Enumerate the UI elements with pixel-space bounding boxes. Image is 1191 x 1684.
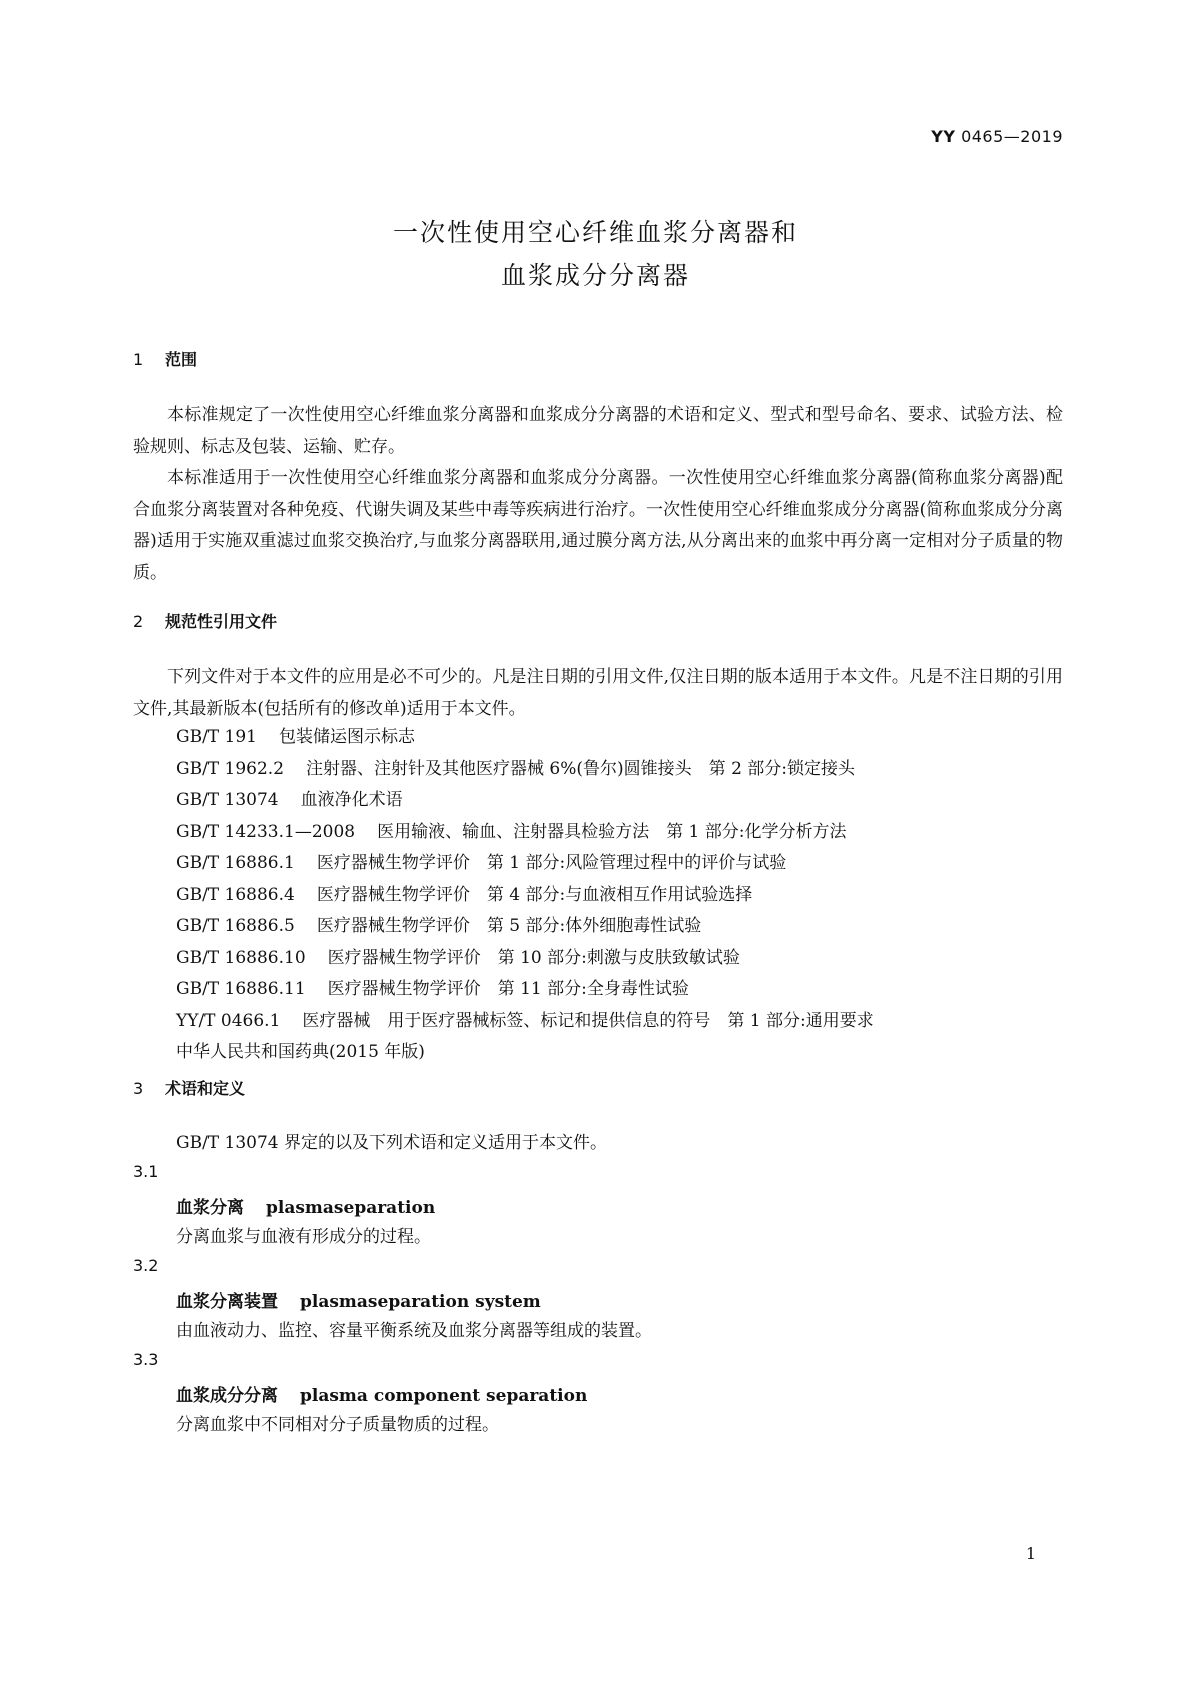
reference-list <box>176 722 874 1069</box>
reference-item <box>176 1006 874 1038</box>
reference-title: 中华人民共和国药典(2015 年版) <box>176 1042 425 1062</box>
reference-item <box>176 1037 874 1069</box>
term-zh: 血浆分离 <box>176 1198 244 1218</box>
reference-code: GB/T 16886.1 <box>176 853 295 873</box>
reference-title: 医疗器械生物学评价 第 4 部分:与血液相互作用试验选择 <box>316 884 753 905</box>
term-definition: 分离血浆与血液有形成分的过程。 <box>176 1227 431 1247</box>
section-1-heading <box>133 347 197 370</box>
section-1-body <box>133 400 1063 589</box>
code-prefix: YY <box>931 127 956 146</box>
section-number: 1 <box>133 350 144 369</box>
reference-item <box>176 943 874 975</box>
term-name <box>176 1193 435 1218</box>
term-en: plasmaseparation system <box>300 1292 541 1312</box>
paragraph: 下列文件对于本文件的应用是必不可少的。凡是注日期的引用文件,仅注日期的版本适用于本文件。凡是不注日期的引用文件,其最新版本(包括所有的修改单)适用于本文件。 <box>133 667 1063 719</box>
paragraph: 本标准规定了一次性使用空心纤维血浆分离器和血浆成分分离器的术语和定义、型式和型号命名、要求、试验方法、检验规则、标志及包装、运输、贮存。 <box>133 405 1063 457</box>
reference-item <box>176 722 874 754</box>
code-number: 0465—2019 <box>961 127 1063 146</box>
reference-code: GB/T 16886.5 <box>176 916 295 936</box>
reference-title: 医用输液、输血、注射器具检验方法 第 1 部分:化学分析方法 <box>377 821 847 842</box>
term-en: plasmaseparation <box>266 1198 436 1218</box>
term-number: 3.3 <box>133 1350 159 1369</box>
reference-title: 医疗器械生物学评价 第 1 部分:风险管理过程中的评价与试验 <box>316 853 787 873</box>
reference-code: GB/T 16886.4 <box>176 884 295 905</box>
reference-code: GB/T 14233.1—2008 <box>176 821 356 842</box>
term-zh: 血浆成分分离 <box>176 1386 278 1406</box>
section-2-intro <box>133 662 1063 725</box>
section-2-heading <box>133 609 277 632</box>
reference-title: 医疗器械生物学评价 第 10 部分:刺激与皮肤致敏试验 <box>327 947 740 968</box>
reference-code: GB/T 16886.11 <box>176 979 306 999</box>
standard-code <box>931 127 1063 146</box>
reference-title: 医疗器械 用于医疗器械标签、标记和提供信息的符号 第 1 部分:通用要求 <box>302 1010 874 1031</box>
term-en: plasma component separation <box>300 1386 588 1406</box>
reference-item <box>176 754 874 786</box>
reference-title: 包装储运图示标志 <box>279 727 415 747</box>
term-name <box>176 1381 587 1406</box>
reference-item <box>176 974 874 1006</box>
reference-code: GB/T 191 <box>176 727 257 747</box>
reference-item <box>176 911 874 943</box>
section-number: 3 <box>133 1079 144 1098</box>
reference-code: GB/T 16886.10 <box>176 947 306 968</box>
section-title: 范围 <box>165 350 198 369</box>
title-line-1: 一次性使用空心纤维血浆分离器和 <box>392 218 798 247</box>
section-title: 术语和定义 <box>165 1079 246 1098</box>
term-number: 3.1 <box>133 1162 159 1181</box>
title-line-2: 血浆成分分离器 <box>500 261 690 290</box>
reference-title: 注射器、注射针及其他医疗器械 6%(鲁尔)圆锥接头 第 2 部分:锁定接头 <box>306 758 856 779</box>
reference-code: YY/T 0466.1 <box>176 1010 281 1031</box>
reference-code: GB/T 13074 <box>176 790 279 810</box>
reference-item <box>176 785 874 817</box>
page-number: 1 <box>1025 1544 1036 1563</box>
term-zh: 血浆分离装置 <box>176 1292 278 1312</box>
reference-item <box>176 880 874 912</box>
term-name <box>176 1287 541 1312</box>
term-definition: 分离血浆中不同相对分子质量物质的过程。 <box>176 1415 499 1435</box>
section-number: 2 <box>133 612 144 631</box>
paragraph: 本标准适用于一次性使用空心纤维血浆分离器和血浆成分分离器。一次性使用空心纤维血浆分离器(简称血浆分离器)配合血浆分离装置对各种免疫、代谢失调及某些中毒等疾病进行治疗。一次性使用空心纤维血浆成分分离器(简称血浆成分分离器)适用于实施双重滤过血浆交换治疗,与血浆分离器联用,通过膜分离方法,从分离出来的血浆中再分离一定相对分子质量的物质。 <box>133 468 1063 583</box>
reference-title: 医疗器械生物学评价 第 5 部分:体外细胞毒性试验 <box>316 916 702 936</box>
section-3-heading <box>133 1076 245 1099</box>
reference-item <box>176 817 874 849</box>
section-title: 规范性引用文件 <box>165 612 278 631</box>
term-number: 3.2 <box>133 1256 159 1275</box>
term-definition: 由血液动力、监控、容量平衡系统及血浆分离器等组成的装置。 <box>176 1321 652 1341</box>
reference-title: 血液净化术语 <box>300 790 403 810</box>
reference-code: GB/T 1962.2 <box>176 758 285 779</box>
section-3-intro: GB/T 13074 界定的以及下列术语和定义适用于本文件。 <box>176 1133 608 1153</box>
reference-title: 医疗器械生物学评价 第 11 部分:全身毒性试验 <box>327 979 689 999</box>
reference-item <box>176 848 874 880</box>
